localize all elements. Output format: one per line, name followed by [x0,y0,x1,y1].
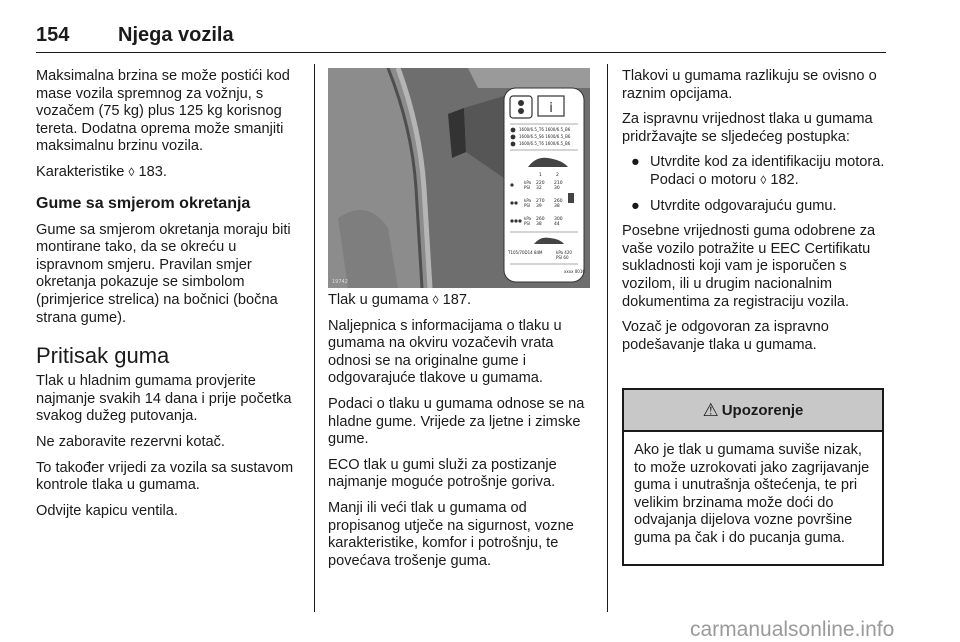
svg-text:220: 220 [536,181,545,186]
fig-label-row: 1600/6.5_S6 1600/6.5_B6 [519,134,571,139]
column-divider-left [314,64,315,612]
warning-title: Upozorenje [721,401,804,419]
chapter-title: Njega vozila [118,24,234,46]
svg-text:kPa: kPa [524,180,531,185]
svg-text:PSI: PSI [524,221,531,226]
section-heading-tyre-pressure: Pritisak guma [36,343,170,369]
paragraph: Tlak u gumama ◊ 187. [328,292,472,308]
warning-text: Ako je tlak u gumama suviše nizak, to može uzrokovati jako zagrijavanje guma i unutrašnja oštećenja, te pri velikim brzinama može doći do odvajanja dijelova vozne površine guma pa čak i do pucanja guma. [634,442,870,546]
column-1 [36,68,304,528]
list-item: ● Utvrdite odgovarajuću gumu. [631,197,837,214]
paragraph: Vozač je odgovoran za ispravno podešavanje tlaka u gumama. [622,319,829,353]
svg-text:38: 38 [536,222,542,227]
paragraph: Podaci o tlaku u gumama odnose se na hladne gume. Vrijede za ljetne i zimske gume. [328,395,585,448]
svg-text:44: 44 [554,222,560,227]
svg-text:30: 30 [554,186,560,191]
fig-col-header: 1 [539,173,542,178]
svg-text:kPa 420: kPa 420 [556,250,572,255]
svg-text:260: 260 [554,199,563,204]
subheading-directional-tyres: Gume sa smjerom okretanja [36,194,251,212]
paragraph: Ne zaboravite rezervni kotač. [36,433,225,450]
paragraph: Maksimalna brzina se može postići kod mase vozila spremnog za vožnju, s vozačem (75 kg) plus 125 kg korisnog tereta. Dodatna oprema može smanjiti maksimalnu brzinu vozila. [36,68,290,155]
fig-tyre-code: T105/70D14 84M [508,250,543,255]
paragraph: Gume sa smjerom okretanja moraju biti montirane tako, da se okreću u ispravnom smjeru. Pravilan smjer okretanja pokazuje se simbolom (primjerice strelica) na bočnici (bočna strana gume). [36,221,291,326]
fig-col-header: 2 [556,173,559,178]
svg-text:PSI: PSI [524,185,531,190]
svg-text:PSI 60: PSI 60 [556,255,569,260]
paragraph: Tlak u hladnim gumama provjerite najmanje svakih 14 dana i prije početka svakog dužeg putovanja. [36,373,292,425]
bullet-icon: ● [631,154,640,171]
fig-label-row: 1600/6.5_T6 1600/6.5_B6 [519,141,571,146]
list-item: ● Utvrdite kod za identifikaciju motora. Podaci o motoru ◊ 182. [631,154,885,188]
svg-text:kPa: kPa [524,216,531,221]
page-ref-icon: ◊ [128,164,135,179]
paragraph: Tlakovi u gumama razlikuju se ovisno o raznim opcijama. [622,68,877,102]
paragraph: Manji ili veći tlak u gumama od propisanog utječe na sigurnost, vozne karakteristike, komfor i potrošnju, te povećava trošenje guma. [328,499,574,569]
svg-text:38: 38 [554,204,560,209]
paragraph: Posebne vrijednosti guma odobrene za vaše vozilo potražite u EEC Certifikatu sukladnosti koji vam je isporučen s vozilom, ili u drugim nacionalnim dokumentima za registraciju vozila. [622,223,876,310]
column-divider-right [607,64,608,612]
fig-code: xxxx 0016 [564,269,585,274]
column-3 [622,68,888,362]
paragraph: Karakteristike ◊ 183. [36,163,167,180]
svg-text:PSI: PSI [524,203,531,208]
column-2 [328,292,596,578]
page-header [36,24,886,52]
svg-text:210: 210 [554,181,563,186]
page-ref-link[interactable]: 182. [770,171,799,188]
page-ref-link[interactable]: 187. [442,292,472,308]
warning-box [622,388,884,566]
procedure-list [622,154,888,215]
paragraph: ECO tlak u gumi služi za postizanje najmanje moguće potrošnje goriva. [328,456,557,491]
svg-text:300: 300 [554,217,563,222]
fig-id: 19742 [332,279,348,285]
svg-text:39: 39 [536,204,542,209]
tyre-pressure-label-figure [328,68,590,288]
svg-text:270: 270 [536,199,545,204]
page-ref-icon: ◊ [432,293,439,307]
page-ref-icon: ◊ [760,172,767,187]
svg-text:260: 260 [536,217,545,222]
paragraph: To također vrijedi za vozila sa sustavom kontrole tlaka u gumama. [36,459,294,494]
bullet-icon: ● [631,197,640,214]
warning-header [624,390,882,432]
page-ref-link[interactable]: 183. [138,163,167,180]
svg-text:kPa: kPa [524,198,531,203]
fig-label-row: 1600/6.5_T6 1600/6.5_B6 [519,127,571,132]
paragraph: Odvijte kapicu ventila. [36,502,178,519]
paragraph: Za ispravnu vrijednost tlaka u gumama pridržavajte se sljedećeg postupka: [622,111,873,145]
page-number: 154 [36,24,70,46]
watermark: carmanualsonline.info [690,618,895,641]
header-rule [36,52,886,53]
svg-text:32: 32 [536,186,542,191]
svg-text:i: i [549,101,553,116]
paragraph: Naljepnica s informacijama o tlaku u gumama na okviru vozačevih vrata odnosi se na originalne gume i odgovarajuće tlakove u gumama. [328,317,562,387]
warning-triangle-icon: ⚠ [702,399,719,420]
